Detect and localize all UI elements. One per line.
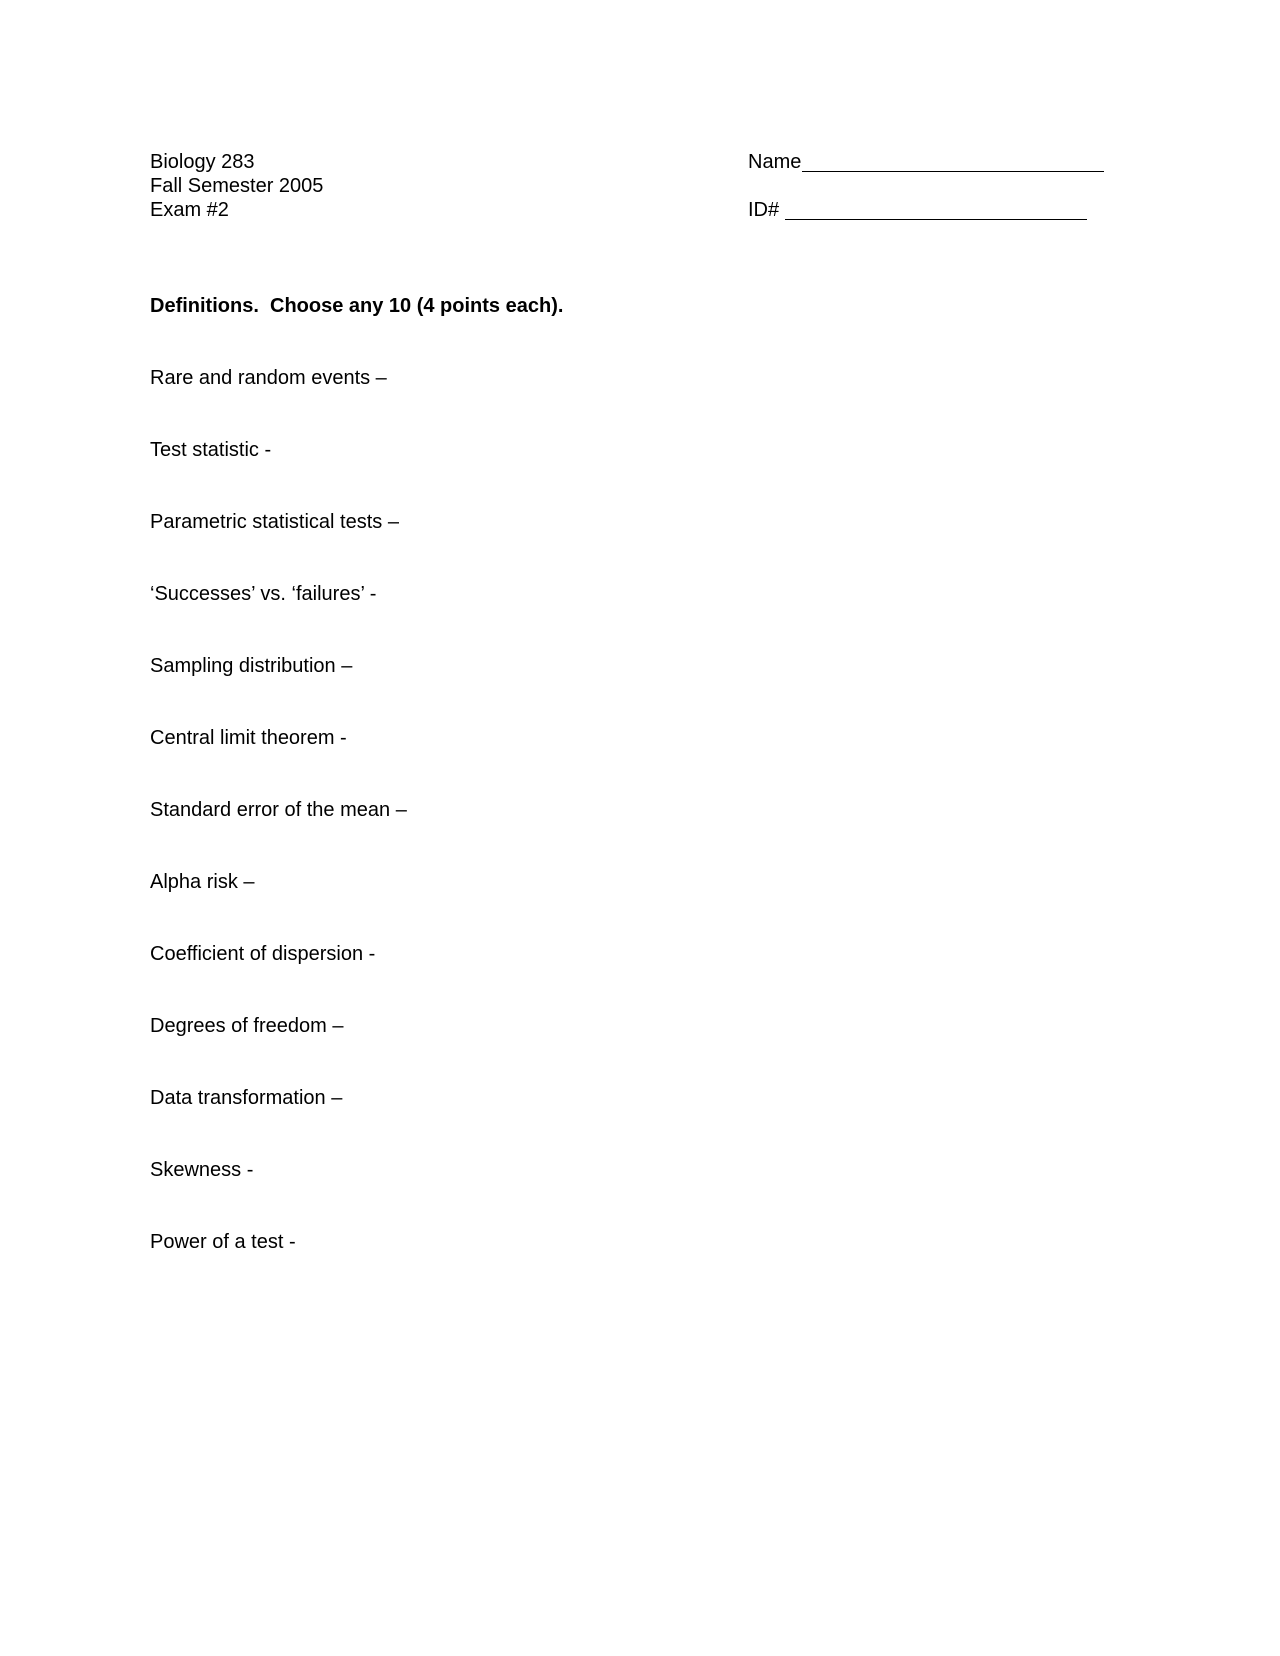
name-label: Name — [748, 151, 802, 173]
definition-item: Alpha risk – — [150, 871, 255, 893]
semester-label: Fall Semester 2005 — [150, 175, 324, 197]
definition-item: Test statistic - — [150, 439, 272, 461]
id-field[interactable] — [748, 198, 1087, 222]
exam-label: Exam #2 — [150, 199, 229, 221]
name-field[interactable] — [748, 150, 1104, 174]
definitions-list — [150, 366, 407, 1302]
definition-item: Coefficient of dispersion - — [150, 943, 376, 965]
definition-item: ‘Successes’ vs. ‘failures’ - — [150, 583, 377, 605]
definition-item: Rare and random events – — [150, 367, 387, 389]
definition-item: Degrees of freedom – — [150, 1015, 344, 1037]
definition-item: Power of a test - — [150, 1231, 296, 1253]
name-blank-line[interactable] — [802, 151, 1104, 172]
definition-item: Parametric statistical tests – — [150, 511, 399, 533]
definition-item: Sampling distribution – — [150, 655, 353, 677]
id-label: ID# — [748, 199, 780, 221]
course-info — [150, 150, 323, 222]
definition-item: Skewness - — [150, 1159, 254, 1181]
definition-item: Central limit theorem - — [150, 727, 347, 749]
definition-item: Data transformation – — [150, 1087, 343, 1109]
id-blank-line[interactable] — [785, 199, 1087, 220]
definition-item: Standard error of the mean – — [150, 799, 407, 821]
course-title: Biology 283 — [150, 151, 255, 173]
section-heading: Definitions. Choose any 10 (4 points each). — [150, 295, 564, 317]
